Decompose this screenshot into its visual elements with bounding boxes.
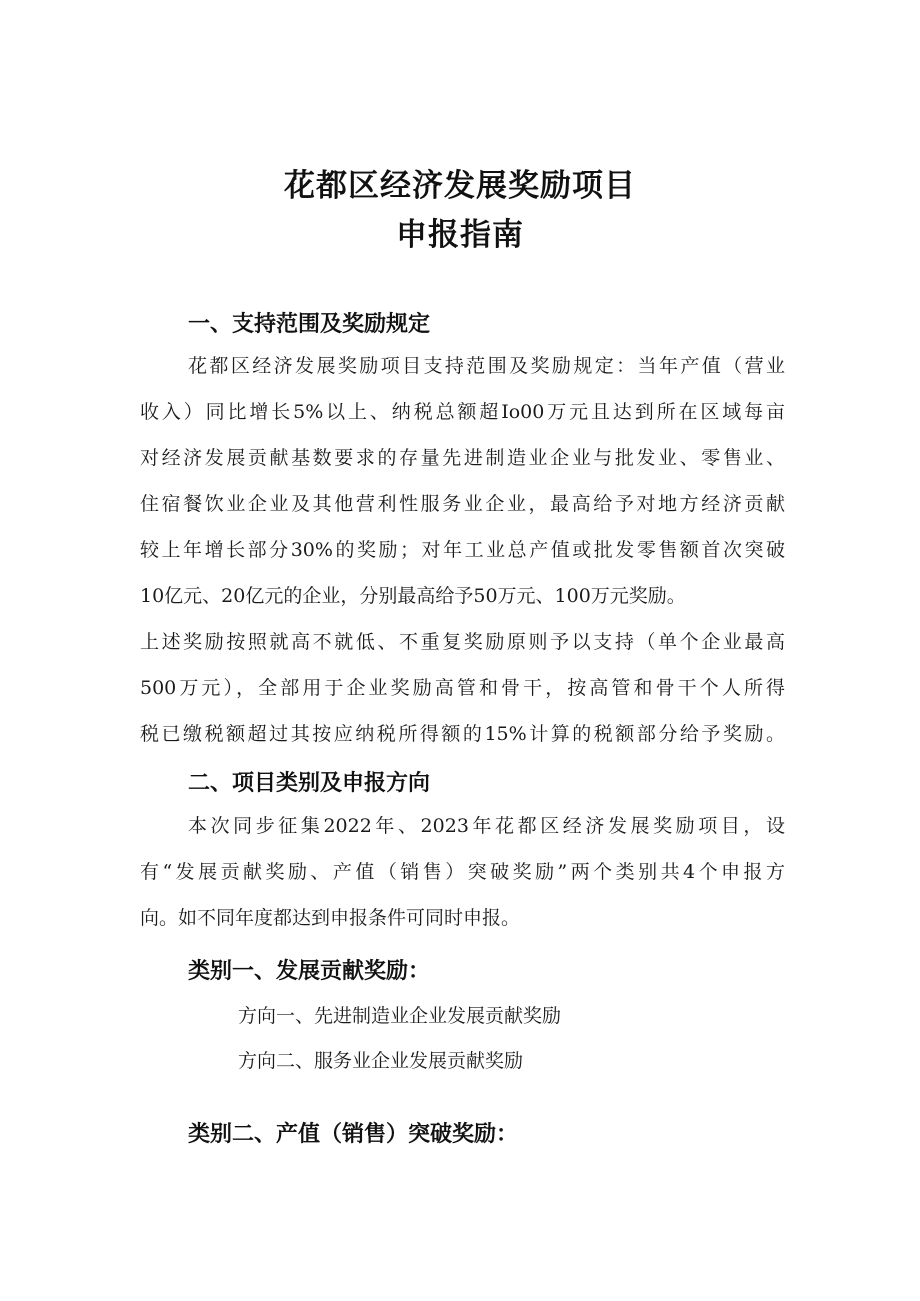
document-subtitle: 申报指南: [396, 217, 524, 253]
paragraph-line: 有“发展贡献奖励、产值（销售）突破奖励”两个类别共4个申报方: [140, 861, 785, 883]
document-title: 花都区经济发展奖励项目: [284, 168, 636, 204]
paragraph-line: 住宿餐饮业企业及其他营利性服务业企业，最高给予对地方经济贡献: [140, 493, 785, 515]
category-heading-contribution: 类别一、发展贡献奖励：: [188, 959, 431, 984]
paragraph-line: 上述奖励按照就高不就低、不重复奖励原则予以支持（单个企业最高: [140, 631, 785, 653]
category-heading-breakthrough: 类别二、产值（销售）突破奖励：: [188, 1122, 519, 1147]
paragraph-line: 收入）同比增长5%以上、纳税总额超Io00万元且达到所在区域每亩: [140, 401, 785, 423]
paragraph-line: 500万元），全部用于企业奖励高管和骨干，按高管和骨干个人所得: [140, 677, 785, 699]
paragraph-line: 本次同步征集2022年、2023年花都区经济发展奖励项目，设: [188, 815, 785, 837]
paragraph-line: 税已缴税额超过其按应纳税所得额的15%计算的税额部分给予奖励。: [140, 723, 785, 745]
paragraph-line: 10亿元、20亿元的企业，分别最高给予50万元、100万元奖励。: [140, 585, 686, 607]
section-heading-categories: 二、项目类别及申报方向: [188, 771, 431, 796]
direction-item: 方向一、先进制造业企业发展贡献奖励: [238, 1005, 562, 1027]
paragraph-line: 对经济发展贡献基数要求的存量先进制造业企业与批发业、零售业、: [140, 447, 785, 469]
paragraph-line: 较上年增长部分30%的奖励；对年工业总产值或批发零售额首次突破: [140, 539, 785, 561]
paragraph-line: 向。如不同年度都达到申报条件可同时申报。: [140, 907, 521, 929]
section-heading-scope: 一、支持范围及奖励规定: [188, 312, 431, 337]
direction-item: 方向二、服务业企业发展贡献奖励: [238, 1050, 524, 1072]
paragraph-line: 花都区经济发展奖励项目支持范围及奖励规定：当年产值（营业: [188, 355, 785, 377]
